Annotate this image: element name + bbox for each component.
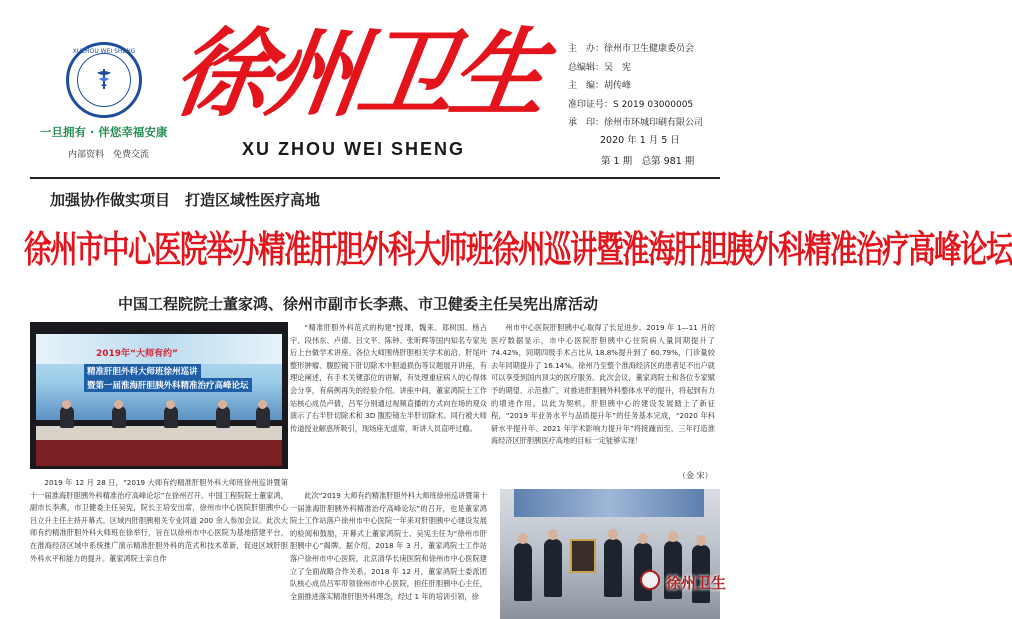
author-signature: （金 宋）	[678, 471, 713, 480]
panelist-head	[258, 400, 267, 409]
article-headline: 徐州市中心医院举办精准肝胆外科大师班徐州巡讲暨淮海肝胆胰外科精准治疗高峰论坛	[24, 228, 1012, 272]
attendee-face	[548, 529, 558, 540]
backdrop-banner-title: 2019年“大师有约”	[96, 349, 178, 359]
backdrop-banner-line-1: 精准肝胆外科大师班徐州巡讲	[84, 364, 201, 378]
attendee-face	[608, 529, 618, 540]
meta-chief-editor: 总编辑：吴 宪	[568, 62, 632, 73]
attendee	[544, 539, 562, 597]
issue-number: 第 1 期 总第 981 期	[601, 156, 695, 167]
article-column-2	[290, 322, 487, 435]
attendee	[514, 543, 532, 601]
panelist	[164, 406, 178, 428]
photo2-backdrop-screen	[514, 489, 704, 517]
article-subhead: 中国工程院院士董家鸿、徐州市副市长李燕、市卫健委主任吴宪出席活动	[118, 295, 599, 313]
attendee-face	[638, 533, 648, 544]
internal-note: 内部资料 免费交流	[68, 150, 150, 160]
attendee-face	[518, 533, 528, 544]
column-2-lower-text: 此次“2019 大师有约精准肝胆外科大师班徐州巡讲暨第十一届淮海肝胆胰外科精准治疗高峰论坛”的召开，也是董家鸿院士工作站落户徐州市中心医院一年来对肝胆胰中心建设发展的检阅和鼓励，开幕式上董家鸿院士、吴宪主任为“徐州市肝胆胰中心”揭牌。据介绍，2018 年 3 月，董家鸿院士工作站落户徐州市中心医院，北京清华长庚医院和徐州市中心医院建立了全面战略合作关系。2018 年 12 月，董家鸿院士委派团队核心成员吕军带领徐州市中心医院，担任肝胆胰中心主任，全面推进落实精准肝胆外科理念，经过 1 年的培训引领，徐	[290, 491, 487, 601]
attendee	[604, 539, 622, 597]
caduceus-icon	[93, 67, 115, 91]
article-kicker: 加强协作做实项目 打造区域性医疗高地	[50, 191, 321, 209]
masthead-slogan: 一旦拥有 · 伴您幸福安康	[40, 125, 168, 139]
article-column-2-lower	[290, 490, 487, 603]
head-table	[36, 426, 282, 440]
meta-sponsor: 主 办：徐州市卫生健康委员会	[568, 44, 695, 54]
masthead-seal-logo	[66, 42, 142, 118]
article-column-1	[30, 477, 288, 565]
account-watermark: 徐州卫生	[666, 574, 727, 592]
stage-backdrop	[36, 334, 282, 420]
panelist-head	[114, 400, 123, 409]
panelist	[216, 406, 230, 428]
panelist-head	[62, 400, 71, 409]
article-column-3	[491, 322, 715, 448]
wechat-account-icon	[640, 570, 660, 590]
meta-permit: 准印证号：S 2019 03000005	[568, 99, 694, 110]
panelist	[256, 406, 270, 428]
head-table-skirt	[36, 440, 282, 466]
panelist-head	[218, 400, 227, 409]
unveiled-plaque	[570, 539, 596, 573]
column-2-text: “精准肝胆外科范式的构建”授课，魏来、郑树国、杨占宇、段伟东、卢倩、吕文平、陈钟、张昕晖等国内知名专家先后上台做学术讲座。各位大师围绕肝胆相关学术前沿、肝尾叶整形肿瘤、腹腔镜下肝切除术中胆道损伤等议题展开讲座，有理论阐述，有手术关键部位的讲解，有处理重症病人的心得体会分享，有病例再失的经验介绍。讲座中间，董家鸿院士工作站核心成员卢倩，吕军分别通过视频直播的方式向在场的观众演示了右半肝切除术和 3D 腹腔镜左半肝切除术。同行被大师传道授业解惑所吸引，现场座无虚席，听讲人员直呼过瘾。	[290, 323, 487, 433]
meta-printer: 承 印：徐州市环城印刷有限公司	[568, 118, 704, 128]
issue-date: 2020 年 1 月 5 日	[600, 135, 680, 146]
seal-ring-text: XUZHOU WEI SHENG	[72, 48, 136, 55]
conference-photo	[30, 322, 288, 469]
attendee-face	[696, 535, 706, 546]
panelist-head	[166, 400, 175, 409]
backdrop-banner-line-2: 暨第一届淮海肝胆胰外科精准治疗高峰论坛	[84, 378, 252, 392]
plaque-unveiling-photo	[500, 489, 720, 619]
newspaper-title: 徐州卫生	[167, 17, 552, 130]
panelist	[112, 406, 126, 428]
column-1-text: 2019 年 12 月 28 日，“2019 大师有约精准肝胆外科大师班徐州巡讲暨第十一届淮海肝胆胰外科精准治疗高峰论坛”在徐州召开。中国工程院院士董家鸿，副市长李燕，市卫健委主任吴宪，院长王培安出席，徐州市中心医院肝胆胰中心吕立升主任主持开幕式。区域内肝胆胰相关专业同道 200 余人参加会议。此次大师有约精准肝胆外科大师班在徐举行，旨在以徐州市中心医院为基地搭建平台，在淮海经济区域中系统推广演示精准肝胆外科的范式和技术革新，促进区域肝胆外科水平和能力的提升。董家鸿院士亲自作	[30, 478, 288, 563]
attendee-face	[668, 531, 678, 542]
meta-editor: 主 编：胡传峰	[568, 81, 632, 91]
masthead-meta	[568, 40, 744, 133]
newspaper-title-en: XU ZHOU WEI SHENG	[242, 139, 466, 159]
column-3-text: 州市中心医院肝胆胰中心取得了长足进步。2019 年 1—11 月的医疗数据显示，市中心医院肝胆胰中心住院病人量同期提升了 74.42%，同期四级手术占比从 18.8%提升到了 60.79%，门诊量较去年同期提升了 16.14%。徐州乃至整个淮海经济区的患者足不出户就可以享受到国内顶尖的医疗服务。此次会议，董家鸿院士和各位专家赋予的期望、示范推广，对推进肝胆胰外科整体水平的提升，将起到有力的增进作用。以此为契机，肝胆胰中心的建设发展踏上了新征程，“2019 年业务水平与品质提升年”的任务基本完成，“2020 年科研水平提升年、2021 年学术影响力提升年”将接踵而至，三年打造淮海经济区肝胆胰医疗高地的目标一定能够实现！	[491, 323, 715, 446]
panelist	[60, 406, 74, 428]
masthead-divider	[30, 177, 720, 179]
